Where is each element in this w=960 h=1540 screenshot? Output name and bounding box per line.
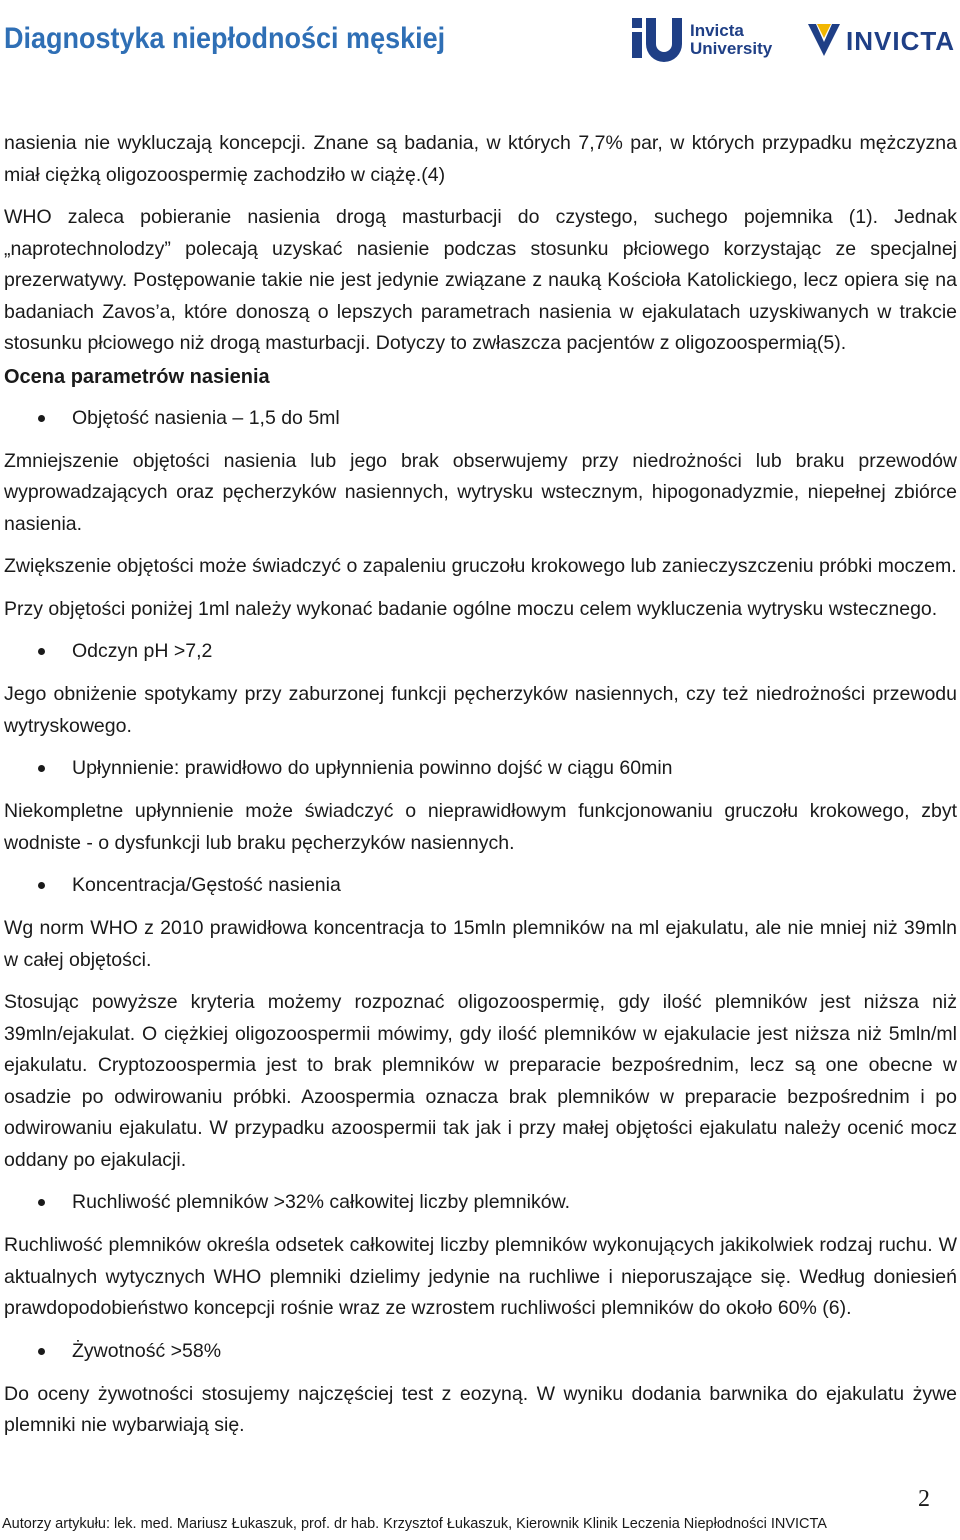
invicta-text: INVICTA [846, 26, 956, 56]
bullet-item: Objętość nasienia – 1,5 do 5ml [4, 403, 957, 434]
page-footer: Autorzy artykułu: lek. med. Mariusz Łukaszuk, prof. dr hab. Krzysztof Łukaszuk, Kierownik Klinik Leczenia Niepłodności INVICTA [2, 1516, 827, 1532]
bullet-item: Żywotność >58% [4, 1336, 957, 1367]
paragraph: Ruchliwość plemników określa odsetek całkowitej liczby plemników wykonujących jakikolwiek rodzaj ruchu. W aktualnych wytycznych WHO plemniki dzielimy jedynie na ruchliwe i nieporuszające się. Według doniesień prawdopodobieństwo koncepcji rośnie wraz ze wzrostem ruchliwości plemników do około 60% (6). [4, 1234, 957, 1319]
paragraph: Przy objętości poniżej 1ml należy wykonać badanie ogólne moczu celem wykluczenia wytrysku wstecznego. [4, 597, 938, 620]
article-body [4, 128, 957, 1453]
bullet-item: Upłynnienie: prawidłowo do upłynnienia powinno dojść w ciągu 60min [4, 753, 957, 784]
bullet-icon [38, 415, 45, 422]
section-heading: Ocena parametrów nasienia [4, 365, 270, 388]
paragraph: Zwiększenie objętości może świadczyć o zapaleniu gruczołu krokowego lub zanieczyszczeniu próbki moczem. [4, 555, 957, 577]
paragraph: Zmniejszenie objętości nasienia lub jego brak obserwujemy przy niedrożności lub braku przewodów wyprowadzających oraz pęcherzyków nasiennych, wytrysku wstecznym, hipogonadyzmie, niepełnej zbiórce nasienia. [4, 449, 957, 535]
bullet-icon [38, 1348, 45, 1355]
page-header [0, 0, 960, 90]
invicta-logo [806, 16, 956, 66]
invicta-v-mark-icon [806, 20, 842, 58]
iu-logo-mark-icon [630, 8, 686, 64]
paragraph: Wg norm WHO z 2010 prawidłowa koncentracja to 15mln plemników na ml ejakulatu, ale nie mniej niż 39mln w całej objętości. [4, 917, 957, 971]
bullet-item: Ruchliwość plemników >32% całkowitej liczby plemników. [4, 1187, 957, 1218]
paragraph: Stosując powyższe kryteria możemy rozpoznać oligozoospermię, gdy ilość plemników jest niższa niż 39mln/ejakulat. O ciężkiej oligozoospermii mówimy, gdy ilość plemników w ejakulacie jest niższa niż 5mln/ml ejakulatu. Cryptozoospermia jest to brak plemników w preparacie bezpośrednim, lecz są one obecne w osadzie po odwirowaniu próbki. Azoospermia oznacza brak plemników w preparacie bezpośrednim i po odwirowaniu ejakulatu. W przypadku azoospermii tak jak i przy małej objętości ejakulatu należy ocenić mocz oddany po ejakulacji. [4, 991, 957, 1171]
bullet-item: Odczyn pH >7,2 [4, 636, 957, 667]
bullet-icon [38, 1199, 45, 1206]
bullet-icon [38, 882, 45, 889]
page-number: 2 [918, 1486, 930, 1512]
paragraph: Niekompletne upłynnienie może świadczyć o nieprawidłowym funkcjonowaniu gruczołu krokowego, zbyt wodniste - o dysfunkcji lub braku pęcherzyków nasiennych. [4, 800, 957, 854]
invicta-university-logo [630, 8, 780, 68]
invicta-university-text: Invicta University [690, 21, 773, 58]
page-title: Diagnostyka niepłodności męskiej [4, 22, 446, 55]
bullet-icon [38, 648, 45, 655]
paragraph: nasienia nie wykluczają koncepcji. Znane są badania, w których 7,7% par, w których przypadku mężczyzna miał ciężką oligozoospermię zachodziło w ciążę.(4) [4, 132, 957, 186]
paragraph: Do oceny żywotności stosujemy najczęściej test z eozyną. W wyniku dodania barwnika do ejakulatu żywe plemniki nie wybarwiają się. [4, 1382, 957, 1436]
bullet-icon [38, 765, 45, 772]
paragraph: Jego obniżenie spotykamy przy zaburzonej funkcji pęcherzyków nasiennych, czy też niedrożności przewodu wytryskowego. [4, 683, 957, 737]
paragraph: WHO zaleca pobieranie nasienia drogą masturbacji do czystego, suchego pojemnika (1). Jednak „naprotechnolodzy” polecają uzyskać nasienie podczas stosunku płciowego korzystając ze specjalnej prezerwatywy. Postępowanie takie nie jest jedynie związane z nauką Kościoła Katolickiego, lecz opiera się na badaniach Zavos’a, które donoszą o lepszych parametrach nasienia w ejakulatach uzyskiwanych w trakcie stosunku płciowego niż drogą masturbacji. Dotyczy to zwłaszcza pacjentów z oligozoospermią(5). [4, 206, 957, 354]
bullet-item: Koncentracja/Gęstość nasienia [4, 870, 957, 901]
